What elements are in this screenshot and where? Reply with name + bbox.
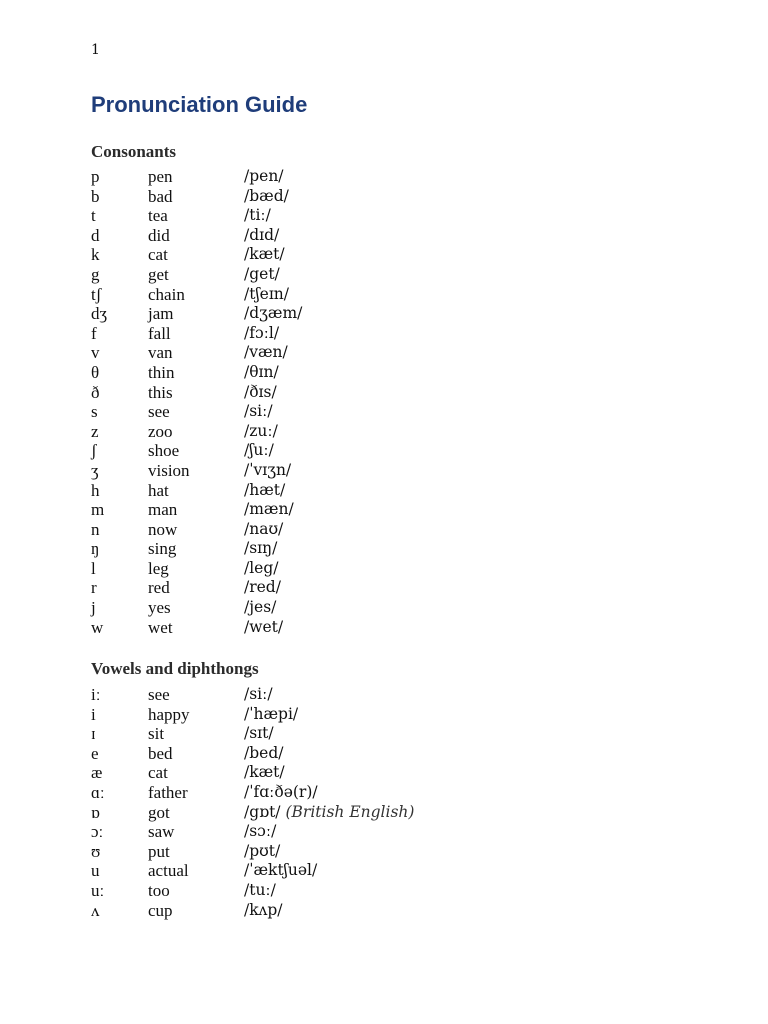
phonetic-symbol: ɪ bbox=[91, 724, 96, 744]
phonetic-symbol: ð bbox=[91, 382, 100, 402]
phonetic-symbol: b bbox=[91, 186, 100, 206]
phonetic-symbol: dʒ bbox=[91, 304, 108, 324]
transcription-cell bbox=[244, 520, 283, 540]
example-word: bad bbox=[148, 186, 173, 206]
example-word: cup bbox=[148, 900, 173, 920]
phonetic-symbol: iː bbox=[91, 685, 101, 704]
phonetic-symbol: uː bbox=[91, 880, 105, 900]
transcription: /tʃeɪn/ bbox=[244, 284, 289, 303]
page-number: 1 bbox=[91, 42, 100, 58]
transcription: /sɪŋ/ bbox=[244, 539, 278, 558]
example-word: happy bbox=[148, 704, 190, 724]
transcription: /jes/ bbox=[244, 598, 277, 617]
transcription: /ˈvɪʒn/ bbox=[244, 460, 292, 479]
transcription: /ʃuː/ bbox=[244, 441, 274, 460]
example-word: put bbox=[148, 841, 170, 861]
transcription-cell bbox=[244, 167, 284, 187]
example-word: father bbox=[148, 782, 188, 802]
phonetic-symbol: e bbox=[91, 743, 99, 763]
phonetic-symbol: r bbox=[91, 578, 97, 598]
example-word: see bbox=[148, 685, 170, 704]
vowels-heading: Vowels and diphthongs bbox=[91, 659, 259, 678]
transcription-cell bbox=[244, 803, 414, 823]
transcription: /θɪn/ bbox=[244, 362, 279, 381]
transcription: /hæt/ bbox=[244, 480, 286, 499]
phonetic-symbol: i bbox=[91, 704, 96, 724]
phonetic-symbol: g bbox=[91, 264, 100, 284]
transcription: /pʊt/ bbox=[244, 841, 281, 860]
transcription: /tuː/ bbox=[244, 880, 276, 899]
phonetic-symbol: u bbox=[91, 861, 100, 881]
transcription-cell bbox=[244, 187, 289, 207]
phonetic-symbol: tʃ bbox=[91, 284, 102, 304]
transcription-cell bbox=[244, 598, 276, 618]
phonetic-symbol: h bbox=[91, 480, 100, 500]
phonetic-symbol: s bbox=[91, 402, 98, 422]
transcription: /siː/ bbox=[244, 685, 273, 703]
transcription-cell bbox=[244, 901, 283, 921]
transcription-cell bbox=[244, 206, 271, 226]
example-word: wet bbox=[148, 617, 173, 637]
consonants-heading: Consonants bbox=[91, 142, 177, 161]
transcription: /siː/ bbox=[244, 402, 273, 421]
phonetic-symbol: l bbox=[91, 558, 96, 578]
transcription: /get/ bbox=[244, 264, 280, 283]
transcription: /sɔː/ bbox=[244, 822, 277, 841]
transcription: /ˈæktʃuəl/ bbox=[244, 861, 318, 880]
transcription-cell bbox=[244, 285, 289, 305]
example-word: leg bbox=[148, 558, 169, 578]
example-word: van bbox=[148, 343, 173, 363]
phonetic-symbol: j bbox=[91, 598, 96, 618]
example-word: sing bbox=[148, 539, 177, 559]
example-word: did bbox=[148, 225, 170, 245]
page-title: Pronunciation Guide bbox=[91, 92, 308, 117]
transcription-cell bbox=[244, 705, 298, 725]
transcription-cell bbox=[244, 500, 294, 520]
example-word: thin bbox=[148, 362, 175, 382]
phonetic-symbol: ɒ bbox=[91, 802, 100, 822]
transcription: /dɪd/ bbox=[244, 225, 280, 244]
example-word: pen bbox=[148, 167, 173, 186]
example-word: red bbox=[148, 578, 170, 598]
example-word: fall bbox=[148, 323, 171, 343]
transcription-cell bbox=[244, 763, 285, 783]
example-word: see bbox=[148, 402, 170, 422]
phonetic-symbol: t bbox=[91, 206, 96, 226]
phonetic-symbol: w bbox=[91, 617, 104, 637]
phonetic-symbol: ɑː bbox=[91, 782, 105, 802]
phonetic-symbol: ʃ bbox=[91, 441, 97, 461]
transcription: /bed/ bbox=[244, 743, 284, 762]
example-word: this bbox=[148, 382, 173, 402]
phonetic-symbol: p bbox=[91, 167, 100, 186]
transcription: /gɒt/ bbox=[244, 802, 281, 821]
transcription: /ˈfɑːðə(r)/ bbox=[244, 782, 318, 801]
transcription: /wet/ bbox=[244, 617, 284, 636]
transcription: /væn/ bbox=[244, 343, 288, 362]
transcription-cell bbox=[244, 842, 280, 862]
transcription: /kæt/ bbox=[244, 763, 285, 782]
example-word: zoo bbox=[148, 421, 173, 441]
transcription: /ðɪs/ bbox=[244, 382, 277, 401]
phonetic-symbol: z bbox=[91, 421, 99, 441]
phonetic-symbol: ʒ bbox=[91, 460, 99, 480]
example-word: yes bbox=[148, 598, 171, 618]
phonetic-symbol: k bbox=[91, 245, 100, 265]
transcription: /leg/ bbox=[244, 558, 279, 577]
transcription-cell bbox=[244, 441, 274, 461]
transcription: /bæd/ bbox=[244, 186, 289, 205]
transcription-cell bbox=[244, 265, 280, 285]
example-word: sit bbox=[148, 724, 165, 744]
transcription-cell bbox=[244, 724, 274, 744]
transcription-cell bbox=[244, 363, 279, 383]
example-word: hat bbox=[148, 480, 169, 500]
example-word: now bbox=[148, 519, 178, 539]
phonetic-symbol: ɔː bbox=[91, 822, 104, 842]
example-word: tea bbox=[148, 206, 168, 226]
phonetic-symbol: æ bbox=[91, 763, 103, 783]
transcription: /fɔːl/ bbox=[244, 323, 280, 342]
example-word: jam bbox=[148, 304, 174, 324]
transcription-cell bbox=[244, 559, 279, 579]
phonetic-symbol: m bbox=[91, 500, 105, 520]
transcription-cell bbox=[244, 324, 279, 344]
transcription-cell bbox=[244, 881, 276, 901]
transcription-cell bbox=[244, 245, 285, 265]
example-word: man bbox=[148, 500, 178, 520]
transcription: /red/ bbox=[244, 578, 281, 597]
example-word: cat bbox=[148, 245, 168, 265]
example-word: get bbox=[148, 264, 169, 284]
transcription-cell bbox=[244, 744, 283, 764]
transcription-cell bbox=[244, 578, 281, 598]
phonetic-symbol: ŋ bbox=[91, 539, 100, 559]
transcription: /kʌp/ bbox=[244, 900, 283, 919]
transcription-cell bbox=[244, 383, 277, 403]
transcription-cell bbox=[244, 481, 285, 501]
transcription-cell bbox=[244, 226, 279, 246]
transcription-cell bbox=[244, 402, 273, 422]
example-word: too bbox=[148, 880, 170, 900]
transcription: /dʒæm/ bbox=[244, 304, 303, 323]
example-word: cat bbox=[148, 763, 168, 783]
transcription: /naʊ/ bbox=[244, 519, 284, 538]
example-word: actual bbox=[148, 861, 189, 881]
transcription-cell bbox=[244, 343, 288, 363]
transcription-cell bbox=[244, 861, 317, 881]
example-word: bed bbox=[148, 743, 173, 763]
transcription-cell bbox=[244, 461, 291, 481]
phonetic-symbol: f bbox=[91, 323, 97, 343]
transcription: /sɪt/ bbox=[244, 724, 274, 743]
transcription-note: (British English) bbox=[285, 802, 415, 821]
transcription-cell bbox=[244, 422, 278, 442]
transcription: /ˈhæpi/ bbox=[244, 704, 299, 723]
transcription: /tiː/ bbox=[244, 206, 271, 225]
phonetic-symbol: v bbox=[91, 343, 100, 363]
example-word: shoe bbox=[148, 441, 180, 461]
transcription-cell bbox=[244, 822, 276, 842]
transcription-cell bbox=[244, 618, 283, 638]
transcription-cell bbox=[244, 539, 277, 559]
phonetic-symbol: n bbox=[91, 519, 100, 539]
transcription: /mæn/ bbox=[244, 500, 294, 519]
transcription-cell bbox=[244, 783, 318, 803]
phonetic-symbol: d bbox=[91, 225, 100, 245]
example-word: vision bbox=[148, 460, 190, 480]
example-word: chain bbox=[148, 284, 185, 304]
transcription: /pen/ bbox=[244, 167, 284, 185]
transcription-cell bbox=[244, 304, 302, 324]
transcription: /zuː/ bbox=[244, 421, 278, 440]
transcription-cell bbox=[244, 685, 273, 705]
example-word: got bbox=[148, 802, 170, 822]
phonetic-symbol: ʊ bbox=[91, 841, 101, 861]
transcription: /kæt/ bbox=[244, 245, 285, 264]
phonetic-symbol: θ bbox=[91, 362, 100, 382]
phonetic-symbol: ʌ bbox=[91, 900, 100, 920]
example-word: saw bbox=[148, 822, 175, 842]
